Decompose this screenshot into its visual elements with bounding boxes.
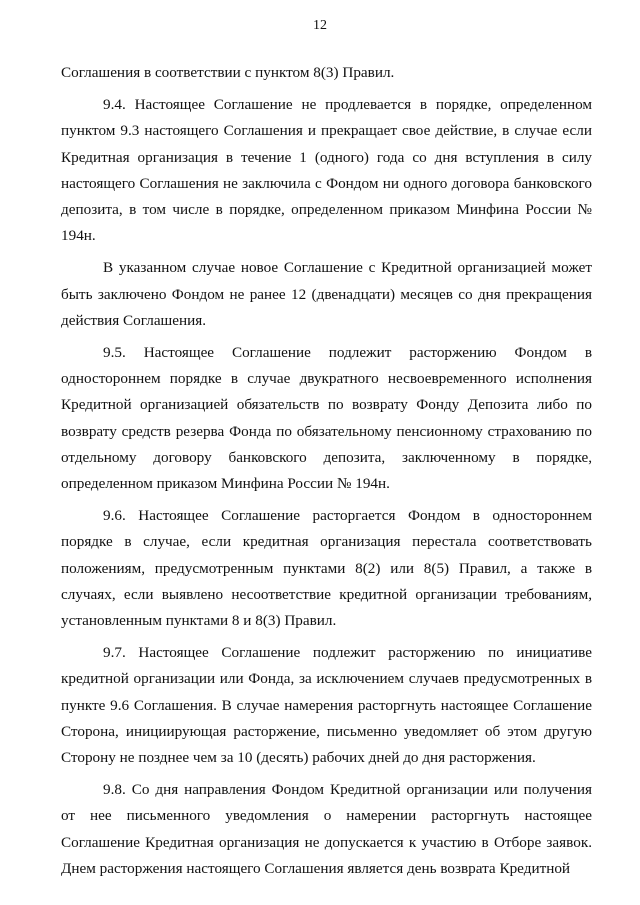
paragraph-9-6: 9.6. Настоящее Соглашение расторгается Фондом в одностороннем порядке в случае, если кредитная организация перестала соответствовать положениям, предусмотренным пунктами 8(2) или 8(5) Правил, а также в случаях, если выявлено несоответствие кредитной организации требованиям, установленным пунктами 8 и 8(3) Правил. <box>61 507 592 630</box>
paragraph-9-7: 9.7. Настоящее Соглашение подлежит расторжению по инициативе кредитной организации или Фонда, за исключением случаев предусмотренных в пункте 9.6 Соглашения. В случае намерения расторгнуть настоящее Соглашение Сторона, инициирующая расторжение, письменно уведомляет об этом другую Сторону не позднее чем за 10 (десять) рабочих дней до дня расторжения. <box>61 644 592 767</box>
paragraph-9-8: 9.8. Со дня направления Фондом Кредитной организации или получения от нее письменного уведомления о намерении расторгнуть настоящее Соглашение Кредитная организация не допускается к участию в Отборе заявок. Днем расторжения настоящего Соглашения является день возврата Кредитной <box>61 781 592 877</box>
paragraph-continuation: Соглашения в соответствии с пунктом 8(3) Правил. <box>61 64 395 81</box>
paragraph-9-4: 9.4. Настоящее Соглашение не продлевается в порядке, определенном пунктом 9.3 настоящего Соглашения и прекращает свое действие, в случае если Кредитная организация в течение 1 (одного) года со дня вступления в силу настоящего Соглашения не заключила с Фондом ни одного договора банковского депозита, в том числе в порядке, определенном приказом Минфина России № 194н. <box>61 96 592 245</box>
paragraph-9-5: 9.5. Настоящее Соглашение подлежит расторжению Фондом в одностороннем порядке в случае двукратного несвоевременного исполнения Кредитной организацией обязательств по возврату Фонду Депозита либо по возврату средств резерва Фонда по обязательному пенсионному страхованию по отдельному договору банковского депозита, заключенному в порядке, определенном приказом Минфина России № 194н. <box>61 344 592 493</box>
document-body <box>61 60 592 882</box>
page-number: 12 <box>313 18 327 33</box>
paragraph-9-4-note: В указанном случае новое Соглашение с Кредитной организацией может быть заключено Фондом не ранее 12 (двенадцати) месяцев со дня прекращения действия Соглашения. <box>61 259 592 329</box>
